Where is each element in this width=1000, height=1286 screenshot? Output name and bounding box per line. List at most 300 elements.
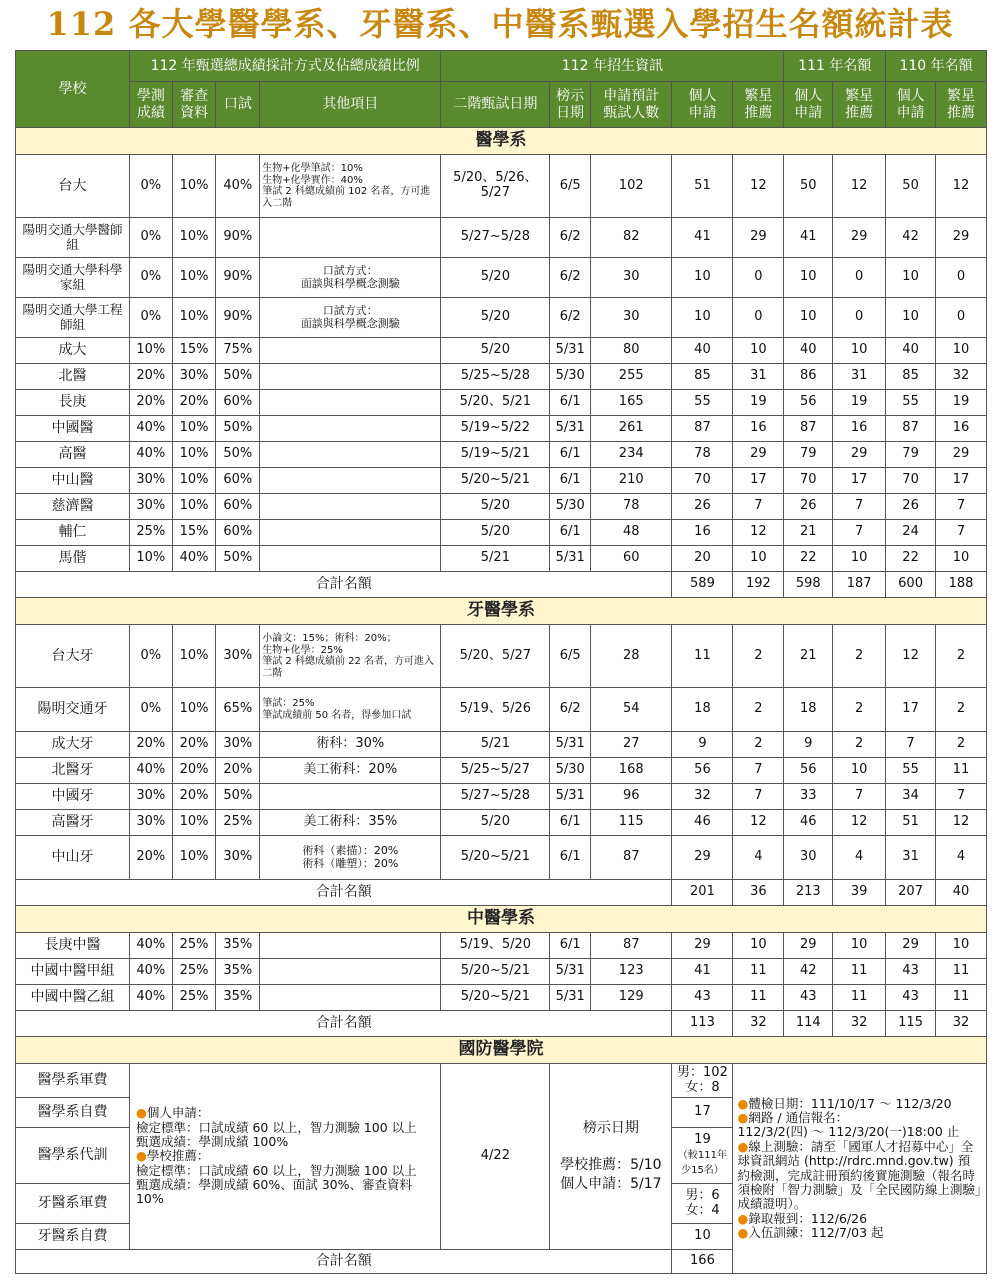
table-cell (260, 468, 441, 494)
table-cell: 7 (936, 494, 987, 520)
table-cell: 11 (833, 959, 886, 985)
table-cell: 6/1 (550, 520, 591, 546)
table-cell: 55 (886, 390, 936, 416)
table-cell (260, 520, 441, 546)
table-cell: 35% (216, 985, 260, 1011)
table-cell: 24 (886, 520, 936, 546)
ndmc-exam-date: 4/22 (441, 1064, 550, 1250)
table-cell: 11 (672, 625, 733, 688)
table-cell: 56 (784, 390, 833, 416)
table-cell: 29 (784, 933, 833, 959)
table-cell: 10 (833, 758, 886, 784)
table-cell: 10% (172, 442, 216, 468)
table-cell: 12 (936, 155, 987, 218)
table-cell: 7 (733, 784, 784, 810)
table-cell: 19 (936, 390, 987, 416)
ndmc-info-item: ●錄取報到：112/6/26 (737, 1210, 868, 1226)
school-name: 慈濟醫 (16, 494, 130, 520)
table-cell: 10 (733, 933, 784, 959)
table-cell: 30 (591, 298, 672, 338)
ndmc-announce (550, 1064, 672, 1250)
table-cell: 55 (886, 758, 936, 784)
section-title-chn: 中醫學系 (16, 906, 987, 933)
table-cell: 7 (936, 520, 987, 546)
table-cell (260, 364, 441, 390)
table-cell: 34 (886, 784, 936, 810)
table-cell: 50 (784, 155, 833, 218)
total-label: 合計名額 (16, 1011, 672, 1037)
total-value: 207 (886, 880, 936, 906)
table-cell: 85 (672, 364, 733, 390)
table-cell: 5/30 (550, 364, 591, 390)
table-row (16, 390, 987, 416)
table-row (16, 625, 987, 688)
table-cell: 5/20 (441, 494, 550, 520)
table-cell: 7 (733, 758, 784, 784)
table-cell: 0% (129, 155, 172, 218)
table-cell: 0 (833, 298, 886, 338)
ndmc-info-item: ●線上測驗：請至「國軍人才招募中心」全球資訊網站 (http://rdrc.mnd.gov.tw) 預約檢測，完成註冊預約後實施測驗（報名時須檢附「智力測驗」及「全民國防線上測驗」成績證明）。 (737, 1138, 982, 1212)
table-cell: 0% (129, 218, 172, 258)
table-cell (260, 933, 441, 959)
table-cell: 10 (672, 258, 733, 298)
table-cell (260, 784, 441, 810)
ndmc-program-label: 醫學系軍費 (16, 1064, 130, 1098)
header-col-3: 其他項目 (260, 82, 441, 128)
section-title-dent: 牙醫學系 (16, 598, 987, 625)
table-cell: 12 (733, 155, 784, 218)
bullet-icon: ● (135, 1148, 147, 1164)
table-cell: 10% (172, 298, 216, 338)
table-cell: 43 (886, 985, 936, 1011)
table-row (16, 985, 987, 1011)
table-cell: 20% (216, 758, 260, 784)
table-cell: 35% (216, 959, 260, 985)
ndmc-count: 17 (672, 1098, 733, 1128)
table-cell: 87 (591, 836, 672, 880)
total-value: 600 (886, 572, 936, 598)
table-cell: 5/20~5/21 (441, 959, 550, 985)
table-cell: 10 (784, 298, 833, 338)
table-cell: 小論文：15%；術科：20%； 生物+化學：25% 筆試 2 科總成績前 22 名者，方可進入二階 (260, 625, 441, 688)
table-cell (260, 546, 441, 572)
table-cell: 31 (733, 364, 784, 390)
table-cell: 5/31 (550, 732, 591, 758)
ndmc-program-label: 醫學系代訓 (16, 1128, 130, 1184)
table-cell: 10 (833, 933, 886, 959)
school-name: 成大 (16, 338, 130, 364)
table-cell: 80 (591, 338, 672, 364)
table-cell: 50% (216, 364, 260, 390)
total-value: 32 (936, 1011, 987, 1037)
table-cell: 5/20~5/21 (441, 836, 550, 880)
school-name: 高醫 (16, 442, 130, 468)
total-row (16, 880, 987, 906)
table-cell: 6/1 (550, 442, 591, 468)
table-cell: 5/20 (441, 338, 550, 364)
table-cell: 30% (129, 494, 172, 520)
admission-table (15, 50, 987, 1274)
ndmc-program-label: 牙醫系軍費 (16, 1184, 130, 1224)
bullet-icon: ● (737, 1225, 749, 1240)
table-cell: 60% (216, 520, 260, 546)
table-cell: 85 (886, 364, 936, 390)
table-cell: 17 (733, 468, 784, 494)
table-cell: 26 (672, 494, 733, 520)
table-cell: 10 (672, 298, 733, 338)
table-row (16, 258, 987, 298)
table-cell: 75% (216, 338, 260, 364)
table-cell: 42 (886, 218, 936, 258)
table-cell: 16 (672, 520, 733, 546)
table-cell: 16 (833, 416, 886, 442)
total-value: 201 (672, 880, 733, 906)
table-cell: 29 (936, 218, 987, 258)
table-cell: 10% (172, 836, 216, 880)
table-cell: 29 (733, 218, 784, 258)
school-name: 陽明交通大學工程師組 (16, 298, 130, 338)
table-cell: 0 (936, 298, 987, 338)
table-cell: 4 (733, 836, 784, 880)
table-cell: 20% (172, 732, 216, 758)
table-cell: 2 (936, 625, 987, 688)
table-cell: 10 (784, 258, 833, 298)
table-cell: 56 (672, 758, 733, 784)
table-cell: 10 (936, 933, 987, 959)
table-cell: 術科：30% (260, 732, 441, 758)
ndmc-info-item: ●體檢日期：111/10/17 ～ 112/3/20 (737, 1095, 952, 1111)
table-cell: 48 (591, 520, 672, 546)
table-cell: 2 (936, 688, 987, 732)
table-cell: 56 (784, 758, 833, 784)
table-cell: 42 (784, 959, 833, 985)
table-cell: 6/1 (550, 390, 591, 416)
school-name: 中國醫 (16, 416, 130, 442)
table-cell: 5/25~5/27 (441, 758, 550, 784)
table-row (16, 758, 987, 784)
table-cell: 70 (672, 468, 733, 494)
school-name: 中山牙 (16, 836, 130, 880)
table-cell: 5/20 (441, 520, 550, 546)
header-col-12: 繁星 推薦 (936, 82, 987, 128)
school-name: 高醫牙 (16, 810, 130, 836)
table-cell: 6/5 (550, 625, 591, 688)
table-cell (260, 338, 441, 364)
table-cell: 29 (936, 442, 987, 468)
table-cell: 28 (591, 625, 672, 688)
table-cell (260, 494, 441, 520)
table-cell: 5/31 (550, 546, 591, 572)
table-cell: 102 (591, 155, 672, 218)
table-cell: 40% (129, 416, 172, 442)
table-cell: 65% (216, 688, 260, 732)
table-cell: 10 (936, 338, 987, 364)
table-cell: 10% (172, 258, 216, 298)
table-cell: 123 (591, 959, 672, 985)
total-row (16, 1011, 987, 1037)
table-cell: 43 (672, 985, 733, 1011)
table-cell: 20 (672, 546, 733, 572)
table-cell: 90% (216, 218, 260, 258)
table-cell: 5/19~5/22 (441, 416, 550, 442)
table-cell: 7 (733, 494, 784, 520)
ndmc-count: 10 (672, 1224, 733, 1250)
table-cell: 15% (172, 338, 216, 364)
total-value: 36 (733, 880, 784, 906)
table-cell: 25% (129, 520, 172, 546)
table-cell: 60% (216, 390, 260, 416)
total-label: 合計名額 (16, 1250, 672, 1274)
header-col-11: 個人 申請 (886, 82, 936, 128)
bullet-icon: ● (737, 1210, 749, 1226)
table-cell: 5/30 (550, 758, 591, 784)
table-cell: 50% (216, 442, 260, 468)
table-cell: 5/21 (441, 732, 550, 758)
table-cell: 165 (591, 390, 672, 416)
ndmc-requirements (129, 1064, 440, 1250)
table-cell: 78 (672, 442, 733, 468)
table-cell (260, 442, 441, 468)
header-col-9: 個人 申請 (784, 82, 833, 128)
table-cell: 10% (172, 155, 216, 218)
table-cell: 90% (216, 258, 260, 298)
table-cell: 4 (936, 836, 987, 880)
table-cell: 6/1 (550, 836, 591, 880)
table-cell: 11 (936, 985, 987, 1011)
school-name: 長庚中醫 (16, 933, 130, 959)
table-cell: 21 (784, 625, 833, 688)
table-row (16, 298, 987, 338)
table-cell: 10% (172, 494, 216, 520)
table-cell: 2 (833, 625, 886, 688)
table-cell: 5/21 (441, 546, 550, 572)
total-value: 114 (784, 1011, 833, 1037)
school-name: 輔仁 (16, 520, 130, 546)
announce-school: 學校推薦：5/10 (560, 1157, 662, 1174)
table-cell: 29 (886, 933, 936, 959)
spacer (552, 1138, 669, 1156)
table-cell: 41 (672, 218, 733, 258)
table-cell: 87 (672, 416, 733, 442)
table-cell: 20% (129, 732, 172, 758)
table-cell: 10% (129, 338, 172, 364)
table-cell: 79 (784, 442, 833, 468)
table-cell: 12 (833, 810, 886, 836)
header-col-8: 繁星 推薦 (733, 82, 784, 128)
table-cell: 19 (733, 390, 784, 416)
table-cell: 255 (591, 364, 672, 390)
table-cell: 7 (886, 732, 936, 758)
table-cell: 25% (172, 959, 216, 985)
table-cell: 50% (216, 784, 260, 810)
table-cell: 20% (172, 390, 216, 416)
table-cell: 2 (833, 688, 886, 732)
table-cell: 17 (936, 468, 987, 494)
table-cell: 51 (672, 155, 733, 218)
table-cell: 19 (833, 390, 886, 416)
table-cell: 29 (833, 218, 886, 258)
table-cell: 40% (129, 985, 172, 1011)
ndmc-count: 男：102 女：8 (672, 1064, 733, 1098)
table-cell: 50% (216, 546, 260, 572)
table-cell: 10% (172, 468, 216, 494)
table-row (16, 933, 987, 959)
table-row (16, 364, 987, 390)
ndmc-program-label: 牙醫系自費 (16, 1224, 130, 1250)
table-cell: 6/1 (550, 810, 591, 836)
table-cell: 22 (784, 546, 833, 572)
table-row (16, 732, 987, 758)
section-row (16, 598, 987, 625)
school-name: 中山醫 (16, 468, 130, 494)
table-cell: 30% (216, 836, 260, 880)
section-row (16, 128, 987, 155)
table-cell: 6/1 (550, 933, 591, 959)
table-row (16, 416, 987, 442)
total-value: 113 (672, 1011, 733, 1037)
table-cell: 168 (591, 758, 672, 784)
table-cell: 20% (129, 390, 172, 416)
header-110: 110 年名額 (886, 51, 987, 82)
table-cell: 41 (784, 218, 833, 258)
table-cell: 18 (784, 688, 833, 732)
table-row (16, 338, 987, 364)
table-cell: 0% (129, 298, 172, 338)
table-cell: 46 (784, 810, 833, 836)
table-cell: 55 (672, 390, 733, 416)
table-cell: 30% (216, 625, 260, 688)
table-cell: 5/31 (550, 784, 591, 810)
table-cell: 10% (172, 416, 216, 442)
bullet-icon: ● (737, 1095, 749, 1111)
table-cell: 10% (129, 546, 172, 572)
table-cell: 82 (591, 218, 672, 258)
table-cell: 261 (591, 416, 672, 442)
header-info-group: 112 年招生資訊 (441, 51, 784, 82)
table-cell: 5/20~5/21 (441, 468, 550, 494)
table-cell: 筆試：25% 筆試成績前 50 名者，得參加口試 (260, 688, 441, 732)
table-cell: 0 (733, 258, 784, 298)
school-name: 中國中醫甲組 (16, 959, 130, 985)
table-cell: 60% (216, 468, 260, 494)
table-cell: 5/20 (441, 298, 550, 338)
table-row (16, 442, 987, 468)
announce-personal: 個人申請：5/17 (560, 1175, 662, 1192)
table-cell: 40 (672, 338, 733, 364)
table-cell: 0 (936, 258, 987, 298)
table-cell: 6/2 (550, 688, 591, 732)
table-cell: 2 (733, 625, 784, 688)
table-cell (260, 416, 441, 442)
table-cell: 5/30 (550, 494, 591, 520)
table-cell: 12 (733, 810, 784, 836)
school-name: 中國中醫乙組 (16, 985, 130, 1011)
table-cell: 54 (591, 688, 672, 732)
table-cell: 90% (216, 298, 260, 338)
table-cell: 10 (833, 338, 886, 364)
total-value: 187 (833, 572, 886, 598)
section-row (16, 1037, 987, 1064)
table-cell: 79 (886, 442, 936, 468)
bullet-icon: ● (737, 1138, 749, 1154)
total-value: 192 (733, 572, 784, 598)
section-row (16, 906, 987, 933)
header-col-1: 審查 資料 (172, 82, 216, 128)
table-cell: 美工術科：35% (260, 810, 441, 836)
total-value: 39 (833, 880, 886, 906)
total-value: 32 (833, 1011, 886, 1037)
table-row (16, 520, 987, 546)
table-cell: 29 (672, 836, 733, 880)
ndmc-program-label: 醫學系自費 (16, 1098, 130, 1128)
table-cell: 6/5 (550, 155, 591, 218)
ndmc-info-item: ●入伍訓練：112/7/03 起 (737, 1225, 884, 1240)
table-cell (260, 985, 441, 1011)
school-name: 陽明交通大學科學家組 (16, 258, 130, 298)
table-row (16, 494, 987, 520)
table-cell: 25% (216, 810, 260, 836)
total-value: 115 (886, 1011, 936, 1037)
table-cell: 11 (733, 985, 784, 1011)
school-name: 成大牙 (16, 732, 130, 758)
total-value: 598 (784, 572, 833, 598)
table-row (16, 836, 987, 880)
table-cell: 30% (129, 810, 172, 836)
table-cell: 30% (129, 468, 172, 494)
school-name: 馬偕 (16, 546, 130, 572)
table-cell: 20% (172, 784, 216, 810)
ndmc-info (733, 1064, 987, 1274)
table-cell: 51 (886, 810, 936, 836)
header-school: 學校 (16, 51, 130, 128)
table-cell: 87 (784, 416, 833, 442)
table-cell: 11 (733, 959, 784, 985)
table-cell: 10 (936, 546, 987, 572)
school-name: 北醫 (16, 364, 130, 390)
header-111: 111 年名額 (784, 51, 886, 82)
table-cell: 29 (733, 442, 784, 468)
table-cell: 30 (784, 836, 833, 880)
table-cell: 11 (936, 959, 987, 985)
total-row (16, 572, 987, 598)
total-value: 589 (672, 572, 733, 598)
table-cell: 5/31 (550, 959, 591, 985)
table-cell: 10% (172, 810, 216, 836)
bullet-icon: ● (737, 1110, 749, 1125)
table-cell: 5/20 (441, 810, 550, 836)
school-name: 陽明交通牙 (16, 688, 130, 732)
table-cell: 12 (833, 155, 886, 218)
table-cell: 33 (784, 784, 833, 810)
table-cell: 70 (886, 468, 936, 494)
table-cell: 31 (886, 836, 936, 880)
table-cell: 16 (733, 416, 784, 442)
school-selection: 甄選成績：學測成績 60%、面試 30%、審查資料 10% (135, 1177, 412, 1207)
table-cell: 5/20、5/21 (441, 390, 550, 416)
table-cell: 2 (733, 732, 784, 758)
table-cell (260, 390, 441, 416)
table-cell: 5/27~5/28 (441, 784, 550, 810)
announce-title: 榜示日期 (582, 1120, 639, 1137)
table-cell: 25% (172, 933, 216, 959)
table-cell: 21 (784, 520, 833, 546)
table-row (16, 959, 987, 985)
table-cell: 7 (833, 520, 886, 546)
table-cell: 5/19~5/21 (441, 442, 550, 468)
table-cell: 2 (833, 732, 886, 758)
school-standard: 檢定標準：口試成績 60 以上，智力測驗 100 以上 (135, 1162, 417, 1178)
header-col-2: 口試 (216, 82, 260, 128)
